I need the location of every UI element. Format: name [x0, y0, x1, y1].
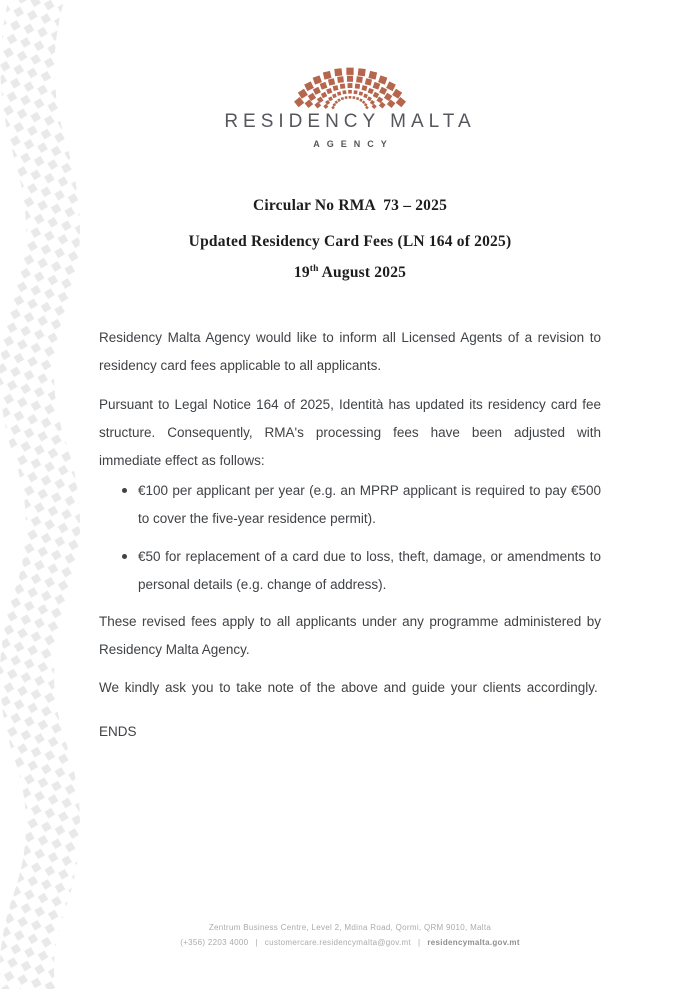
logo-wordmark: RESIDENCY MALTA: [224, 111, 476, 132]
footer-address: Zentrum Business Centre, Level 2, Mdina Road, Qormi, QRM 9010, Malta: [208, 923, 492, 932]
bullet-icon: [122, 488, 127, 493]
fee-item-card-per-year: [99, 477, 601, 533]
footer-separator: |: [418, 938, 421, 947]
footer-contact-line: [0, 938, 700, 947]
paragraph-closing: We kindly ask you to take note of the above and guide your clients accordingly.: [99, 680, 598, 695]
footer-email: customercare.residencymalta@gov.mt: [264, 938, 411, 947]
fee-item-card-replacement: [99, 543, 601, 599]
fee-item-text: €100 per applicant per year (e.g. an MPRP applicant is required to pay €500 to cover the five-year residence permit).: [138, 483, 601, 526]
paragraph-applicability: These revised fees apply to all applicants under any programme administered by Residency Malta Agency.: [99, 614, 601, 657]
date-ordinal-suffix: th: [309, 264, 319, 274]
fees-bullet-list: [99, 477, 601, 599]
date-month-year: August 2025: [321, 264, 407, 282]
fee-item-text: €50 for replacement of a card due to loss, theft, damage, or amendments to personal details (e.g. change of address).: [138, 549, 601, 592]
paragraph-legal-notice: Pursuant to Legal Notice 164 of 2025, Identità has updated its residency card fee structure. Consequently, RMA's processing fees have been adjusted with immediate effect as follows:: [99, 397, 601, 468]
circular-title-heading: Updated Residency Card Fees (LN 164 of 2025): [188, 233, 512, 250]
circular-number-heading: Circular No RMA 73 – 2025: [252, 197, 448, 214]
bullet-icon: [122, 554, 127, 559]
footer-separator: |: [255, 938, 258, 947]
residency-malta-fan-logo-icon: [287, 60, 413, 112]
footer-website: residencymalta.gov.mt: [427, 938, 520, 947]
ends-marker: ENDS: [99, 724, 137, 739]
paragraph-intro: Residency Malta Agency would like to inform all Licensed Agents of a revision to residency card fees applicable to all applicants.: [99, 330, 601, 373]
footer-phone: (+356) 2203 4000: [180, 938, 249, 947]
circular-date-heading: [0, 264, 700, 282]
date-day: 19: [293, 264, 310, 282]
logo-subtitle: AGENCY: [313, 139, 394, 149]
